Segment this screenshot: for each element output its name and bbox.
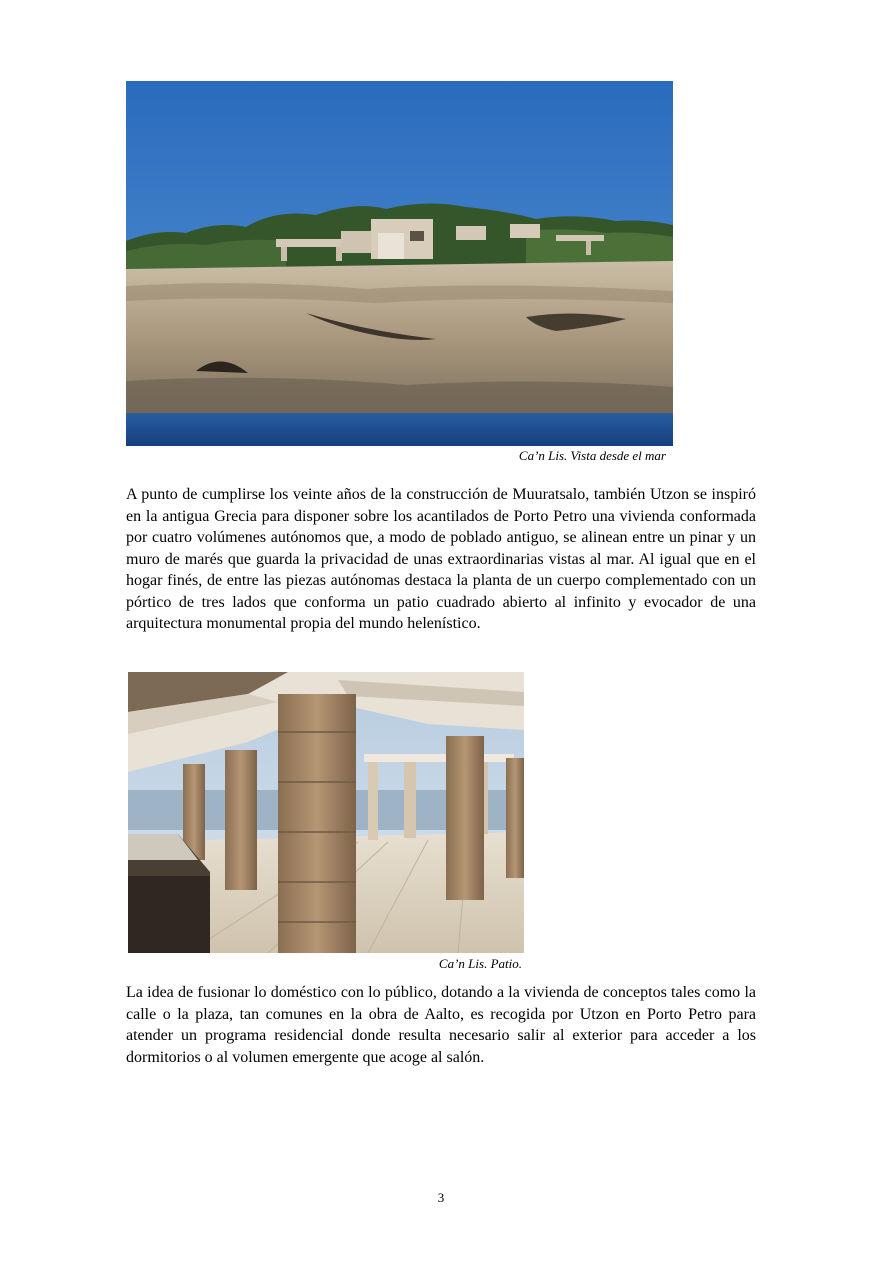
page-number: 3 <box>437 1190 445 1205</box>
body-paragraph: La idea de fusionar lo doméstico con lo público, dotando a la vivienda de conceptos tales como la calle o la plaza, tan comunes en la obra de Aalto, es recogida por Utzon en Porto Petro para atender un programa residencial donde resulta necesario salir al exterior para acceder a los dormitorios o al volumen emergente que acoge al salón. <box>126 984 756 1066</box>
figure-caption: Ca’n Lis. Vista desde el mar <box>518 448 666 463</box>
figure-caption: Ca’n Lis. Patio. <box>438 956 522 971</box>
photo-view-from-sea <box>126 81 673 446</box>
photo-patio <box>128 672 524 953</box>
body-paragraph: A punto de cumplirse los veinte años de la construcción de Muuratsalo, también Utzon se inspiró en la antigua Grecia para disponer sobre los acantilados de Porto Petro una vivienda conformada por cuatro volúmenes autónomos que, a modo de poblado antiguo, se alinean entre un pinar y un muro de marés que guarda la privacidad de unas extraordinarias vistas al mar. Al igual que en el hogar finés, de entre las piezas autónomas destaca la planta de un cuerpo complementado con un pórtico de tres lados que conforma un patio cuadrado abierto al infinito y evocador de una arquitectura monumental propia del mundo helenístico. <box>126 486 756 632</box>
